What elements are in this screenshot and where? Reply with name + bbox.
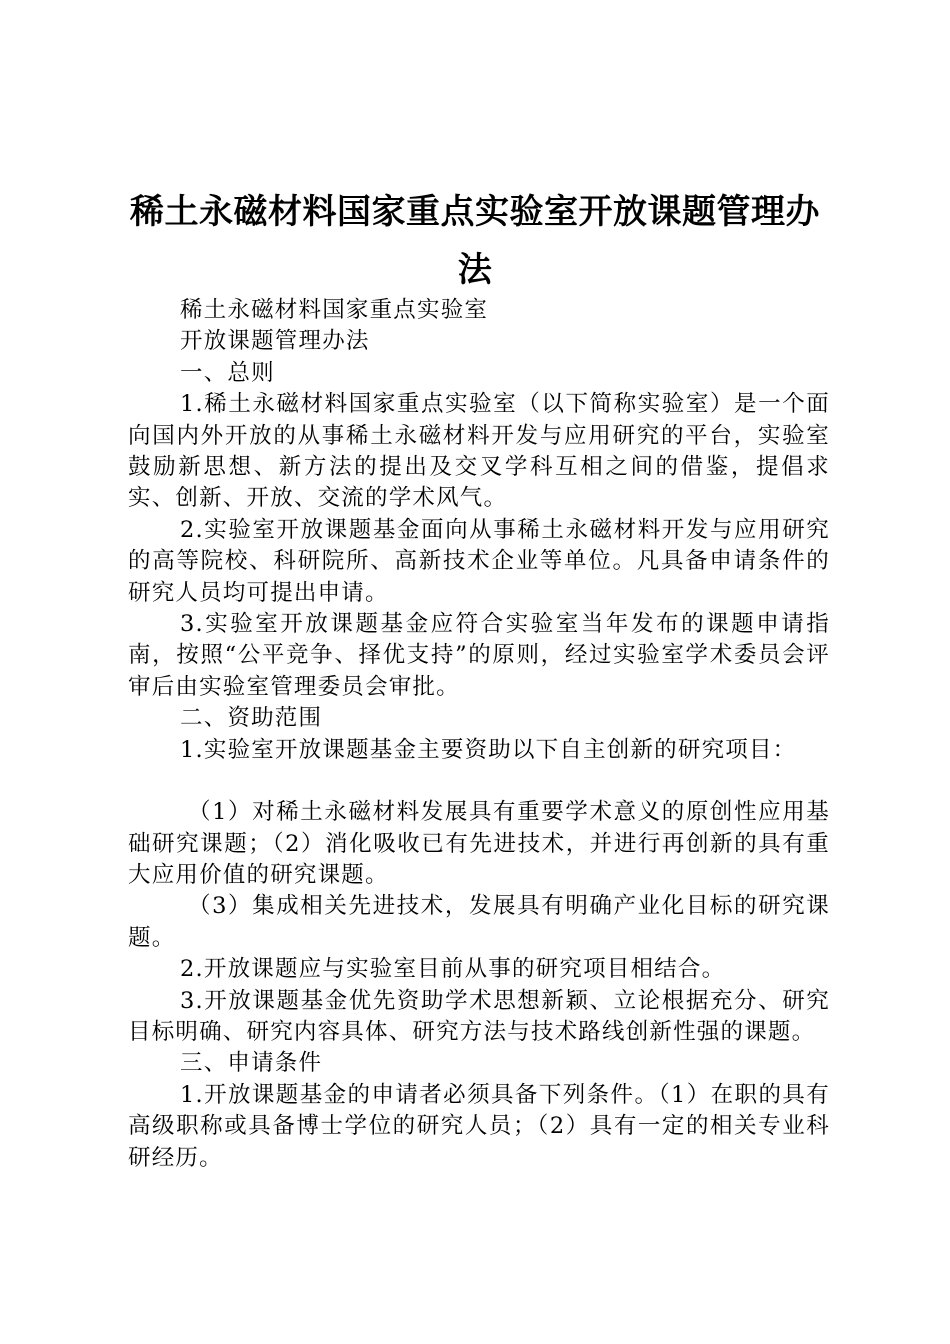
document-title: 稀土永磁材料国家重点实验室开放课题管理办法 (130, 192, 820, 290)
paragraph-scope-item-1-2: （1）对稀土永磁材料发展具有重要学术意义的原创性应用基础研究课题；（2）消化吸收已有先进技术，并进行再创新的具有重大应用价值的研究课题。 (128, 799, 830, 888)
paragraph-general-3: 3.实验室开放课题基金应符合实验室当年发布的课题申请指南，按照“公平竞争、择优支持”的原则，经过实验室学术委员会评审后由实验室管理委员会审批。 (128, 611, 830, 700)
paragraph-scope-item-3: （3）集成相关先进技术，发展具有明确产业化目标的研究课题。 (128, 893, 830, 951)
paragraph-general-2: 2.实验室开放课题基金面向从事稀土永磁材料开发与应用研究的高等院校、科研院所、高新技术企业等单位。凡具备申请条件的研究人员均可提出申请。 (128, 516, 830, 606)
paragraph-subtitle: 开放课题管理办法 (180, 328, 370, 355)
paragraph-lab-name: 稀土永磁材料国家重点实验室 (180, 297, 489, 323)
paragraph-conditions-1: 1.开放课题基金的申请者必须具备下列条件。（1）在职的具有高级职称或具备博士学位的研究人员；（2）具有一定的相关专业科研经历。 (128, 1081, 830, 1171)
section-heading-general: 一、总则 (180, 359, 275, 386)
document-body (128, 295, 830, 1174)
section-heading-conditions: 三、申请条件 (180, 1050, 323, 1077)
paragraph-general-1: 1.稀土永磁材料国家重点实验室（以下简称实验室）是一个面向国内外开放的从事稀土永磁材料开发与应用研究的平台，实验室鼓励新思想、新方法的提出及交叉学科互相之间的借鉴，提倡求实、创新、开放、交流的学术风气。 (128, 391, 830, 512)
paragraph-scope-3: 3.开放课题基金优先资助学术思想新颖、立论根据充分、研究目标明确、研究内容具体、研究方法与技术路线创新性强的课题。 (128, 987, 830, 1045)
paragraph-scope-2: 2.开放课题应与实验室目前从事的研究项目相结合。 (180, 956, 726, 983)
section-heading-scope: 二、资助范围 (180, 705, 323, 732)
paragraph-scope-1: 1.实验室开放课题基金主要资助以下自主创新的研究项目： (180, 736, 797, 763)
blank-line (128, 766, 830, 797)
